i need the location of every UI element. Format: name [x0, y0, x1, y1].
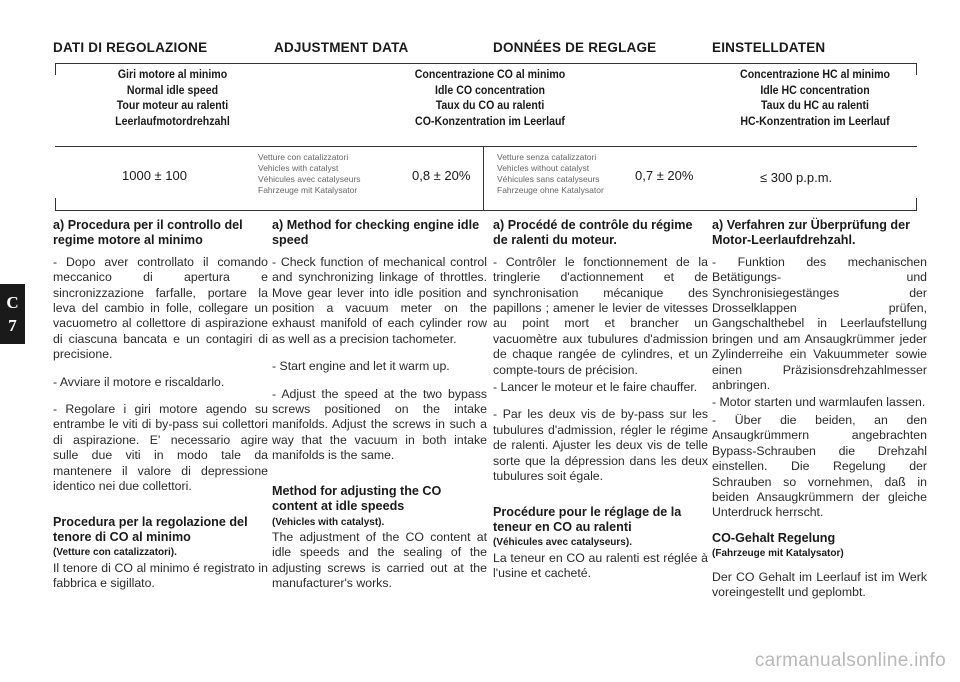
co-no-catalyst-value: 0,7 ± 20%	[635, 168, 694, 183]
de-paragraph-4: Der CO Gehalt im Leerlauf ist im Werk voreingestellt und geplombt.	[712, 569, 927, 599]
english-column	[272, 218, 487, 592]
header-italian: DATI DI REGOLAZIONE	[53, 40, 208, 55]
no-catalyst-vehicles-label: Vetture senza catalizzatori Vehicles without catalyst Véhicules sans catalyseurs Fahrzeuge ohne Katalysator	[497, 152, 604, 195]
co-concentration-head: Concentrazione CO al minimo Idle CO concentration Taux du CO au ralenti CO-Konzentration im Leerlauf	[414, 69, 566, 128]
hc-concentration-head: Concentrazione HC al minimo Idle HC concentration Taux du HC au ralenti HC-Konzentration im Leerlauf	[740, 69, 890, 128]
chapter-number: 7	[8, 316, 17, 335]
fr-paragraph-1: - Contrôler le fonctionnement de la tringlerie d'actionnement et de synchronisation mécanique des papillons ; amener le levier de vitesses au point mort et brancher un vacuomètre aux tubulures d'admission de chaque rangée de cylindres, et un compte-tours de précision.	[493, 254, 708, 377]
fr-co-subtitle: (Véhicules avec catalyseurs).	[493, 537, 632, 549]
french-column	[493, 218, 708, 582]
it-section-title: a) Procedura per il controllo del regime motore al minimo	[53, 218, 243, 248]
fr-section-title: a) Procédé de contrôle du régime de ralenti du moteur.	[493, 218, 693, 248]
de-paragraph-1: - Funktion des mechanischen Betätigungs- und Synchronisiegestänges der Drosselklappen prüfen, Gangschalthebel in Leerlaufstellung bringen und am Ansaugkrümmer jeder Zylinderreihe ein Vakuummeter sowie einen Präzisionsdrehzahlmesser anbringen.	[712, 254, 927, 393]
fr-paragraph-4: La teneur en CO au ralenti est réglée à l'usine et cacheté.	[493, 550, 708, 581]
idle-speed-head: Giri motore al minimo Normal idle speed Tour moteur au ralenti Leerlaufmotordrehzahl	[115, 69, 230, 128]
it-paragraph-1: - Dopo aver controllato il comando meccanico di apertura e sincronizzazione farfalle, portare la leva del cambio in folle, collegare un vacuometro al collettore di aspirazione di ciascuna bancata e un contagiri di precisione.	[53, 254, 268, 362]
de-paragraph-2: - Motor starten und warmlaufen lassen.	[712, 395, 926, 410]
table-left-tick-bottom	[55, 198, 56, 210]
table-top-rule	[55, 63, 917, 64]
fr-co-title: Procédure pour le réglage de la teneur en CO au ralenti	[493, 504, 682, 534]
table-bottom-rule	[55, 210, 917, 211]
table-right-tick	[916, 63, 917, 75]
catalyst-vehicles-label: Vetture con catalizzatori Vehicles with catalyst Véhicules avec catalyseurs Fahrzeuge mit Katalysator	[258, 152, 361, 195]
hc-value: ≤ 300 p.p.m.	[760, 170, 833, 185]
de-paragraph-3: - Über die beiden, an den Ansaugkrümmern angebrachten Bypass-Schrauben die Drehzahl einstellen. Die Regelung der Schrauben so vornehmen, daß in beiden Ansaugkrümmern der gleiche Unterdruck herrscht.	[712, 412, 927, 520]
en-paragraph-3: - Adjust the speed at the two bypass screws positioned on the intake manifolds. Adjust the screws in such a way that the vacuum in both intake manifolds is the same.	[272, 386, 487, 463]
de-co-title: CO-Gehalt Regelung	[712, 530, 836, 545]
en-paragraph-4: The adjustment of the CO content at idle speeds and the sealing of the adjusting screws is carried out at the manufacturer's works.	[272, 529, 487, 591]
chapter-letter: C	[6, 293, 19, 312]
german-column	[712, 218, 927, 600]
header-english: ADJUSTMENT DATA	[274, 40, 409, 55]
header-french: DONNÉES DE REGLAGE	[493, 40, 657, 55]
de-section-title: a) Verfahren zur Überprüfung der Motor-Leerlaufdrehzahl.	[712, 218, 911, 248]
fr-paragraph-2: - Lancer le moteur et le faire chauffer.	[493, 380, 698, 395]
en-section-title: a) Method for checking engine idle speed	[272, 218, 480, 248]
it-paragraph-4: Il tenore di CO al minimo é registrato in fabbrica e sigillato.	[53, 560, 268, 591]
chapter-tab	[0, 284, 25, 344]
it-paragraph-2: - Avviare il motore e riscaldarlo.	[53, 374, 225, 389]
it-paragraph-3: - Regolare i giri motore agendo su entrambe le viti di by-pass sui collettori di aspirazione. E' necessario agire sulle due viti in modo tale da mantenere il valore di depressione identico nei due collettori.	[53, 402, 268, 494]
it-co-title: Procedura per la regolazione del tenore di CO al minimo	[53, 514, 248, 544]
table-mid-rule	[55, 146, 917, 147]
idle-speed-value: 1000 ± 100	[122, 168, 187, 183]
co-split-rule	[483, 146, 484, 210]
en-paragraph-1: - Check function of mechanical control and synchronizing linkage of throttles. Move gear lever into idle position and position a vacuum meter on the exhaust manifold of each cylinder row as well as a precision tachometer.	[272, 254, 487, 346]
en-co-subtitle: (Vehicles with catalyst).	[272, 516, 385, 528]
fr-paragraph-3: - Par les deux vis de by-pass sur les tubulures d'admission, régler le régime de ralenti. Ajuster les deux vis de telle sorte que la dépression dans les deux tubulures soit égale.	[493, 407, 708, 484]
de-co-subtitle: (Fahrzeuge mit Katalysator)	[712, 548, 844, 560]
watermark: carmanualsonline.info	[754, 650, 946, 671]
header-german: EINSTELLDATEN	[712, 40, 826, 55]
it-co-subtitle: (Vetture con catalizzatori).	[53, 547, 177, 559]
en-co-title: Method for adjusting the CO content at idle speeds	[272, 483, 442, 514]
en-paragraph-2: - Start engine and let it warm up.	[272, 359, 450, 374]
italian-column	[53, 218, 268, 592]
table-right-tick-bottom	[916, 198, 917, 210]
table-left-tick	[55, 63, 56, 75]
co-catalyst-value: 0,8 ± 20%	[412, 168, 471, 183]
